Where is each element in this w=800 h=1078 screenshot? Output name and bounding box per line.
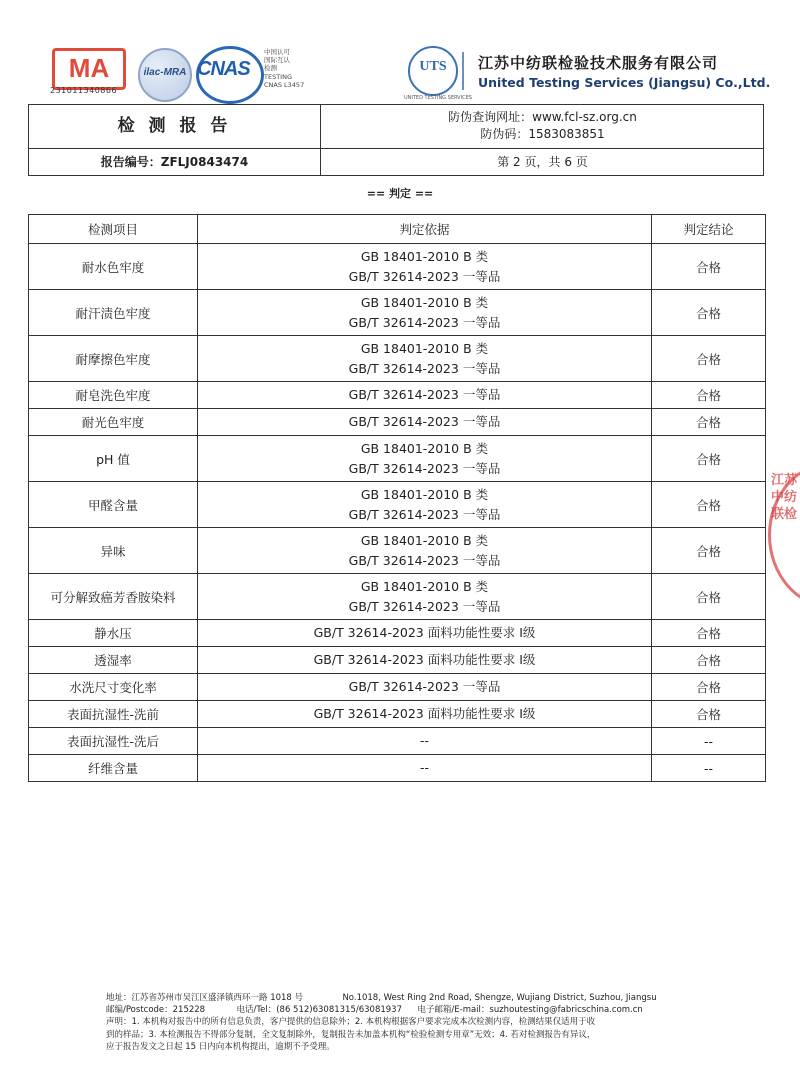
basis-cell (198, 244, 652, 290)
basis-cell (198, 436, 652, 482)
table-row (29, 336, 766, 382)
conclusion-cell: 合格 (652, 647, 766, 674)
test-item-cell: 异味 (29, 528, 198, 574)
statement-line-2: 到的样品；3. 本检测报告不得部分复制，全文复制除外，复制报告未加盖本机构“检验检测专用章”无效；4. 若对检测报告有异议， (106, 1029, 596, 1040)
conclusion-cell: 合格 (652, 482, 766, 528)
ilac-mra-logo (138, 48, 192, 102)
table-row (29, 244, 766, 290)
uts-logo (408, 46, 458, 96)
address-en: No.1018, West Ring 2nd Road, Shengze, Wujiang District, Suzhou, Jiangsu (342, 993, 657, 1003)
basis-cell (198, 701, 652, 728)
uts-logo-subtext: UNITED TESTING SERVICES (404, 95, 472, 101)
uts-logo-text: UTS (419, 59, 447, 74)
statement-line-1: 声明：1. 本机构对报告中的所有信息负责，客户提供的信息除外；2. 本机构根据客户要求完成本次检测内容，检测结果仅适用于收 (106, 1017, 596, 1028)
conclusion-cell: 合格 (652, 382, 766, 409)
test-item-cell: pH 值 (29, 436, 198, 482)
basis-cell (198, 528, 652, 574)
table-row (29, 755, 766, 782)
basis-line: GB/T 32614-2023 一等品 (348, 679, 501, 694)
table-row (29, 674, 766, 701)
basis-line: -- (419, 733, 430, 748)
conclusion-cell: 合格 (652, 290, 766, 336)
basis-cell (198, 290, 652, 336)
header-basis: 判定依据 (198, 215, 652, 244)
conclusion-cell: 合格 (652, 620, 766, 647)
basis-line: GB 18401-2010 B 类 (360, 578, 489, 594)
basis-line: GB 18401-2010 B 类 (360, 248, 489, 264)
test-item-cell: 表面抗湿性-洗后 (29, 728, 198, 755)
company-name-en: United Testing Services (Jiangsu) Co.,Ltd. (478, 75, 771, 90)
statement-line-3: 应于报告发文之日起 15 日内向本机构提出，逾期不予受理。 (106, 1041, 335, 1052)
basis-line: GB/T 32614-2023 面料功能性要求 Ⅰ级 (313, 652, 536, 667)
test-item-cell: 静水压 (29, 620, 198, 647)
cnas-side-line: CNAS L3457 (264, 80, 305, 89)
postcode: 邮编/Postcode：215228 (106, 1005, 206, 1016)
basis-cell (198, 574, 652, 620)
cnas-side-text (264, 48, 304, 89)
footer-address-row (106, 992, 706, 1004)
basis-line: GB/T 32614-2023 一等品 (348, 387, 501, 402)
test-item-cell: 透湿率 (29, 647, 198, 674)
table-row (29, 620, 766, 647)
address-cn: 地址：江苏省苏州市吴江区盛泽镇西环一路 1018 号 (106, 993, 304, 1003)
cnas-side-line: 检测 (264, 64, 277, 73)
table-row (29, 728, 766, 755)
footer (106, 992, 706, 1053)
cnas-side-line: TESTING (264, 72, 292, 81)
cnas-side-line: 国际互认 (264, 56, 290, 65)
test-item-cell: 可分解致癌芳香胺染料 (29, 574, 198, 620)
table-row (29, 436, 766, 482)
cnas-side-line: 中国认可 (264, 48, 290, 56)
query-website: 防伪查询网址：www.fcl-sz.org.cn (448, 110, 637, 124)
basis-cell (198, 620, 652, 647)
anti-fake-info (321, 109, 764, 143)
test-item-cell: 水洗尺寸变化率 (29, 674, 198, 701)
basis-line: GB/T 32614-2023 一等品 (348, 598, 501, 614)
basis-line: GB/T 32614-2023 面料功能性要求 Ⅰ级 (313, 706, 536, 721)
basis-line: GB 18401-2010 B 类 (360, 486, 489, 502)
basis-line: -- (419, 760, 430, 775)
report-title: 检 测 报 告 (117, 116, 232, 136)
conclusion-cell: 合格 (652, 336, 766, 382)
header-conclusion: 判定结论 (652, 215, 766, 244)
official-stamp-text: 江苏中纺联检 (771, 473, 798, 522)
conclusion-cell: 合格 (652, 436, 766, 482)
test-item-cell: 耐光色牢度 (29, 409, 198, 436)
basis-line: GB/T 32614-2023 一等品 (348, 552, 501, 568)
conclusion-cell: 合格 (652, 574, 766, 620)
report-header (28, 104, 764, 176)
basis-cell (198, 336, 652, 382)
basis-cell (198, 728, 652, 755)
table-row (29, 290, 766, 336)
table-row (29, 482, 766, 528)
test-item-cell: 甲醛含量 (29, 482, 198, 528)
basis-line: GB/T 32614-2023 一等品 (348, 268, 501, 284)
basis-line: GB/T 32614-2023 一等品 (348, 460, 501, 476)
anti-fake-code: 防伪码：1583083851 (480, 127, 605, 141)
header-test-item: 检测项目 (29, 215, 198, 244)
section-title: == 判定 == (366, 187, 434, 200)
conclusion-cell: 合格 (652, 701, 766, 728)
conclusion-cell: -- (652, 755, 766, 782)
cnas-logo: CNAS (197, 58, 250, 80)
basis-cell (198, 482, 652, 528)
basis-line: GB/T 32614-2023 一等品 (348, 506, 501, 522)
footer-contact-row (106, 1004, 706, 1016)
basis-cell (198, 382, 652, 409)
basis-cell (198, 674, 652, 701)
basis-line: GB 18401-2010 B 类 (360, 440, 489, 456)
basis-cell (198, 647, 652, 674)
table-row (29, 701, 766, 728)
test-item-cell: 表面抗湿性-洗前 (29, 701, 198, 728)
judgement-table (28, 214, 766, 782)
conclusion-cell: 合格 (652, 409, 766, 436)
basis-line: GB/T 32614-2023 一等品 (348, 360, 501, 376)
conclusion-cell: 合格 (652, 528, 766, 574)
test-item-cell: 耐水色牢度 (29, 244, 198, 290)
basis-line: GB/T 32614-2023 一等品 (348, 414, 501, 429)
test-item-cell: 耐汗渍色牢度 (29, 290, 198, 336)
basis-line: GB 18401-2010 B 类 (360, 532, 489, 548)
company-name-cn: 江苏中纺联检验技术服务有限公司 (478, 54, 719, 72)
logo-divider (462, 52, 464, 90)
test-item-cell: 纤维含量 (29, 755, 198, 782)
conclusion-cell: -- (652, 728, 766, 755)
table-header-row (29, 215, 766, 244)
ilac-mra-text: ilac-MRA (143, 67, 187, 78)
cma-logo: MA (52, 48, 126, 90)
basis-cell (198, 755, 652, 782)
basis-line: GB 18401-2010 B 类 (360, 340, 489, 356)
table-row (29, 528, 766, 574)
conclusion-cell: 合格 (652, 674, 766, 701)
table-row (29, 382, 766, 409)
cma-code: 231011340866 (50, 86, 118, 95)
report-number: 报告编号：ZFLJ0843474 (100, 155, 249, 169)
telephone: 电话/Tel：(86 512)63081315/63081937 (236, 1005, 402, 1016)
test-item-cell: 耐皂洗色牢度 (29, 382, 198, 409)
basis-line: GB 18401-2010 B 类 (360, 294, 489, 310)
table-row (29, 574, 766, 620)
conclusion-cell: 合格 (652, 244, 766, 290)
basis-cell (198, 409, 652, 436)
page-info: 第 2 页，共 6 页 (497, 155, 588, 169)
table-row (29, 647, 766, 674)
table-row (29, 409, 766, 436)
basis-line: GB/T 32614-2023 一等品 (348, 314, 501, 330)
email: 电子邮箱/E-mail：suzhoutesting@fabricschina.com.cn (417, 1005, 643, 1016)
test-item-cell: 耐摩擦色牢度 (29, 336, 198, 382)
basis-line: GB/T 32614-2023 面料功能性要求 Ⅰ级 (313, 625, 536, 640)
